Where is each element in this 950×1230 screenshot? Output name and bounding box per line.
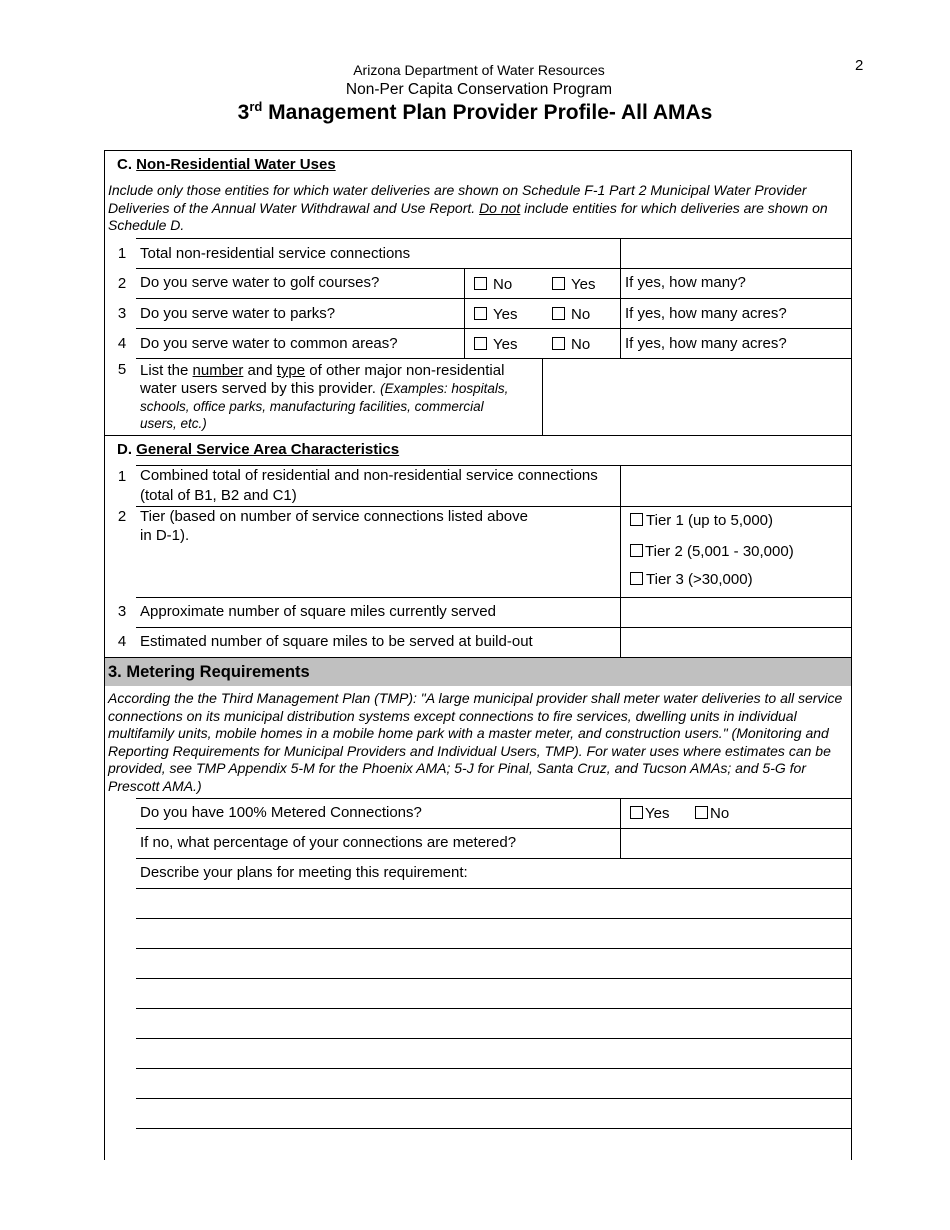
square-miles-current-label: Approximate number of square miles currently served: [140, 603, 496, 620]
other-users-examples: schools, office parks, manufacturing facilities, commercial: [140, 399, 484, 414]
writing-line: [136, 1098, 852, 1099]
metered-percentage-question: If no, what percentage of your connections are metered?: [140, 834, 517, 851]
row-number: 3: [117, 305, 127, 322]
writing-line: [136, 978, 852, 979]
checkbox-icon: [552, 337, 565, 350]
other-users-field[interactable]: [545, 361, 850, 434]
non-res-connections-field[interactable]: [622, 240, 850, 267]
writing-line: [136, 1068, 852, 1069]
page-number: 2: [855, 57, 864, 74]
square-miles-buildout-label: Estimated number of square miles to be served at build-out: [140, 633, 533, 650]
checkbox-icon: [695, 806, 708, 819]
agency-name: Arizona Department of Water Resources: [353, 62, 605, 78]
section-d-heading: D. General Service Area Characteristics: [117, 441, 400, 458]
tier2-checkbox[interactable]: Tier 2 (5,001 - 30,000): [630, 543, 794, 561]
row-number: 3: [117, 603, 127, 620]
checkbox-icon: [630, 544, 643, 557]
checkbox-icon: [630, 572, 643, 585]
program-name: Non-Per Capita Conservation Program: [345, 81, 613, 98]
writing-line: [136, 1038, 852, 1039]
combined-total-field[interactable]: [622, 467, 850, 505]
plans-prompt: Describe your plans for meeting this requirement:: [140, 864, 468, 881]
section-3-heading: 3. Metering Requirements: [108, 663, 310, 681]
writing-line: [136, 1008, 852, 1009]
row-number: 4: [117, 633, 127, 650]
writing-line: [136, 918, 852, 919]
golf-courses-question: Do you serve water to golf courses?: [140, 274, 380, 291]
square-miles-current-field[interactable]: [622, 599, 850, 626]
parks-yes-checkbox[interactable]: Yes: [474, 306, 517, 324]
parks-question: Do you serve water to parks?: [140, 305, 336, 322]
row-number: 1: [117, 468, 127, 485]
other-users-label-line2: water users served by this provider. (Examples: hospitals,: [140, 380, 509, 397]
common-yes-checkbox[interactable]: Yes: [474, 336, 517, 354]
metered-yes-checkbox[interactable]: Yes: [630, 805, 669, 823]
checkbox-icon: [552, 277, 565, 290]
checkbox-icon: [474, 307, 487, 320]
writing-line: [136, 948, 852, 949]
row-number: 2: [117, 508, 127, 525]
common-acres-field[interactable]: If yes, how many acres?: [625, 335, 787, 352]
section-c-intro: Include only those entities for which water deliveries are shown on Schedule F-1 Part 2 Municipal Water Provider Deliveries of the Annual Water Withdrawal and Use Report. Do not include entities for which deliveries are shown on Schedule D.: [108, 182, 828, 233]
checkbox-icon: [630, 513, 643, 526]
checkbox-icon: [630, 806, 643, 819]
row-number: 5: [117, 361, 127, 378]
writing-line: [136, 1128, 852, 1129]
metered-question: Do you have 100% Metered Connections?: [140, 804, 422, 821]
row-number: 2: [117, 275, 127, 292]
tier-label-cont: in D-1).: [140, 527, 190, 544]
writing-line: [136, 888, 852, 889]
checkbox-icon: [552, 307, 565, 320]
checkbox-icon: [474, 337, 487, 350]
metered-percentage-field[interactable]: [622, 830, 850, 857]
metered-no-checkbox[interactable]: No: [695, 805, 729, 823]
tier1-checkbox[interactable]: Tier 1 (up to 5,000): [630, 512, 773, 530]
golf-no-checkbox[interactable]: No: [474, 276, 512, 294]
non-res-connections-label: Total non-residential service connections: [140, 245, 411, 262]
row-number: 4: [117, 335, 127, 352]
common-no-checkbox[interactable]: No: [552, 336, 590, 354]
page-title: 3rd Management Plan Provider Profile- All AMAs: [237, 99, 713, 124]
parks-acres-field[interactable]: If yes, how many acres?: [625, 305, 787, 322]
square-miles-buildout-field[interactable]: [622, 629, 850, 656]
section-c-heading: C. Non-Residential Water Uses: [117, 156, 336, 173]
row-number: 1: [117, 245, 127, 262]
combined-total-note: (total of B1, B2 and C1): [140, 487, 297, 504]
golf-yes-checkbox[interactable]: Yes: [552, 276, 595, 294]
tier3-checkbox[interactable]: Tier 3 (>30,000): [630, 571, 753, 589]
metering-paragraph: According the the Third Management Plan (TMP): "A large municipal provider shall meter water deliveries to all service connections on its municipal distribution systems except connections to fire services, dwelling units in individual multifamily units, mobile homes in a mobile home park with a master meter, and construction users." (Monitoring and Reporting Requirements for Municipal Providers and Individual Users, TMP). For water uses where estimates can be provided, see TMP Appendix 5-M for the Phoenix AMA; 5-J for Pinal, Santa Cruz, and Tucson AMAs; and 5-G for Prescott AMA.): [108, 690, 843, 794]
other-users-examples-end: users, etc.): [140, 416, 207, 431]
common-areas-question: Do you serve water to common areas?: [140, 335, 398, 352]
golf-count-field[interactable]: If yes, how many?: [625, 274, 746, 291]
tier-label: Tier (based on number of service connections listed above: [140, 508, 528, 525]
combined-total-label: Combined total of residential and non-residential service connections: [140, 467, 598, 484]
other-users-label-line1: List the number and type of other major non-residential: [140, 362, 505, 379]
checkbox-icon: [474, 277, 487, 290]
parks-no-checkbox[interactable]: No: [552, 306, 590, 324]
